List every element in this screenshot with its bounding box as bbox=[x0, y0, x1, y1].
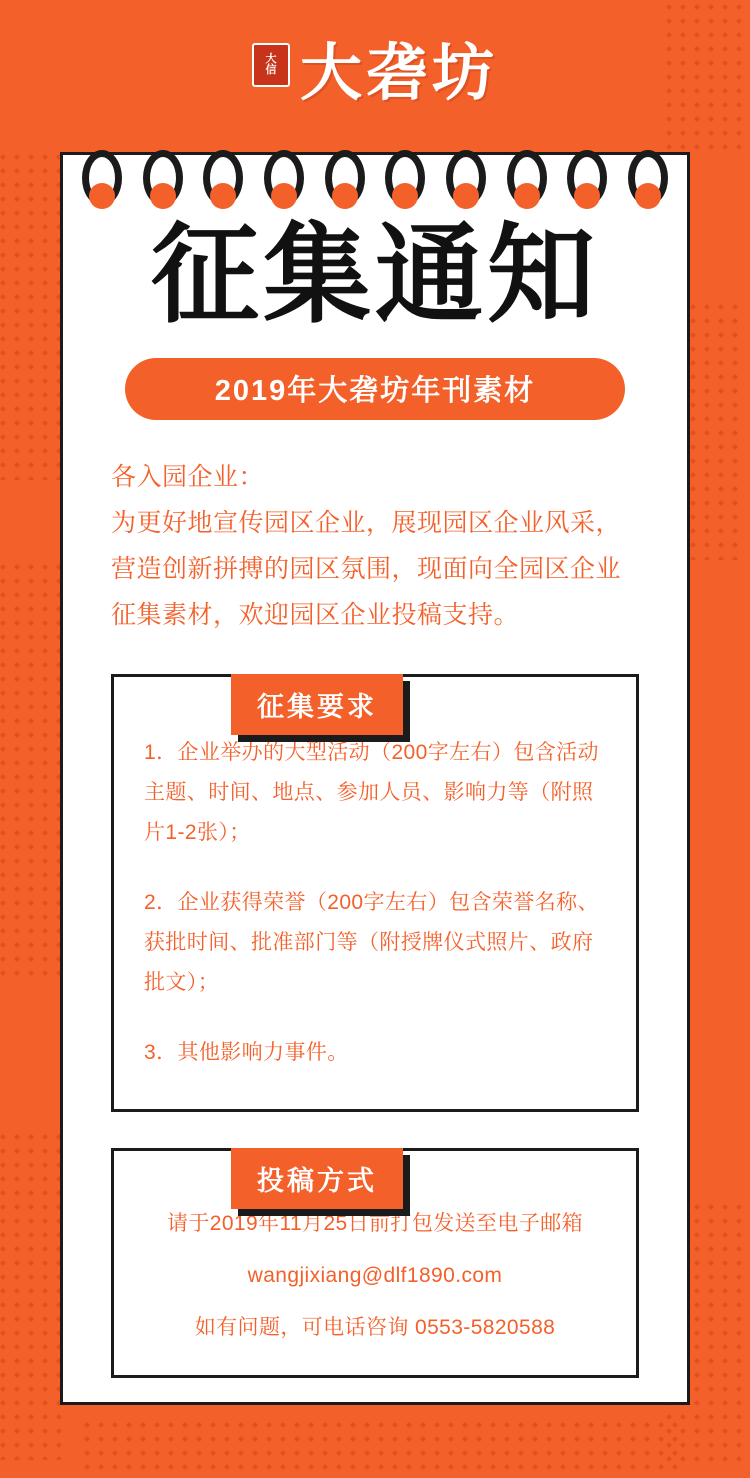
requirement-item: 1．企业举办的大型活动（200字左右）包含活动主题、时间、地点、参加人员、影响力等（附照片1-2张）； bbox=[144, 740, 599, 844]
poster-card bbox=[60, 152, 690, 1405]
dot-pattern-bottom bbox=[80, 1418, 680, 1478]
requirement-item: 3．其他影响力事件。 bbox=[144, 1040, 349, 1064]
brand-seal-bottom-char: 信 bbox=[265, 64, 277, 76]
page-title: 征集通知 bbox=[150, 212, 599, 338]
submission-phone: 如有问题，可电话咨询 0553-5820588 bbox=[194, 1315, 556, 1339]
intro-body: 为更好地宣传园区企业，展现园区企业风采，营造创新拼搏的园区氛围，现面向全园区企业征集素材，欢迎园区企业投稿支持。 bbox=[111, 508, 622, 629]
dot-pattern-top-left bbox=[0, 150, 66, 480]
requirements-label: 征集要求 bbox=[231, 674, 403, 735]
submission-label: 投稿方式 bbox=[231, 1148, 403, 1209]
submission-section bbox=[111, 1148, 639, 1378]
intro-paragraph bbox=[111, 454, 639, 638]
brand-seal-icon bbox=[252, 43, 290, 87]
submission-email[interactable]: wangjixiang@dlf1890.com bbox=[247, 1263, 503, 1287]
brand-name: 大砻坊 bbox=[299, 36, 498, 109]
dot-pattern-bottom-left bbox=[0, 1130, 66, 1460]
brand-seal-top-char: 大 bbox=[265, 53, 277, 65]
intro-salutation: 各入园企业： bbox=[111, 462, 265, 491]
brand-header bbox=[0, 18, 750, 128]
requirement-item: 2．企业获得荣誉（200字左右）包含荣誉名称、获批时间、批准部门等（附授牌仪式照片、政府批文）； bbox=[144, 890, 599, 994]
submission-deadline: 请于2019年11月25日前打包发送至电子邮箱 bbox=[166, 1211, 584, 1235]
dot-pattern-middle-left bbox=[0, 560, 66, 980]
subtitle-badge: 2019年大砻坊年刊素材 bbox=[125, 358, 625, 420]
requirements-section bbox=[111, 674, 639, 1112]
requirements-box bbox=[111, 674, 639, 1112]
